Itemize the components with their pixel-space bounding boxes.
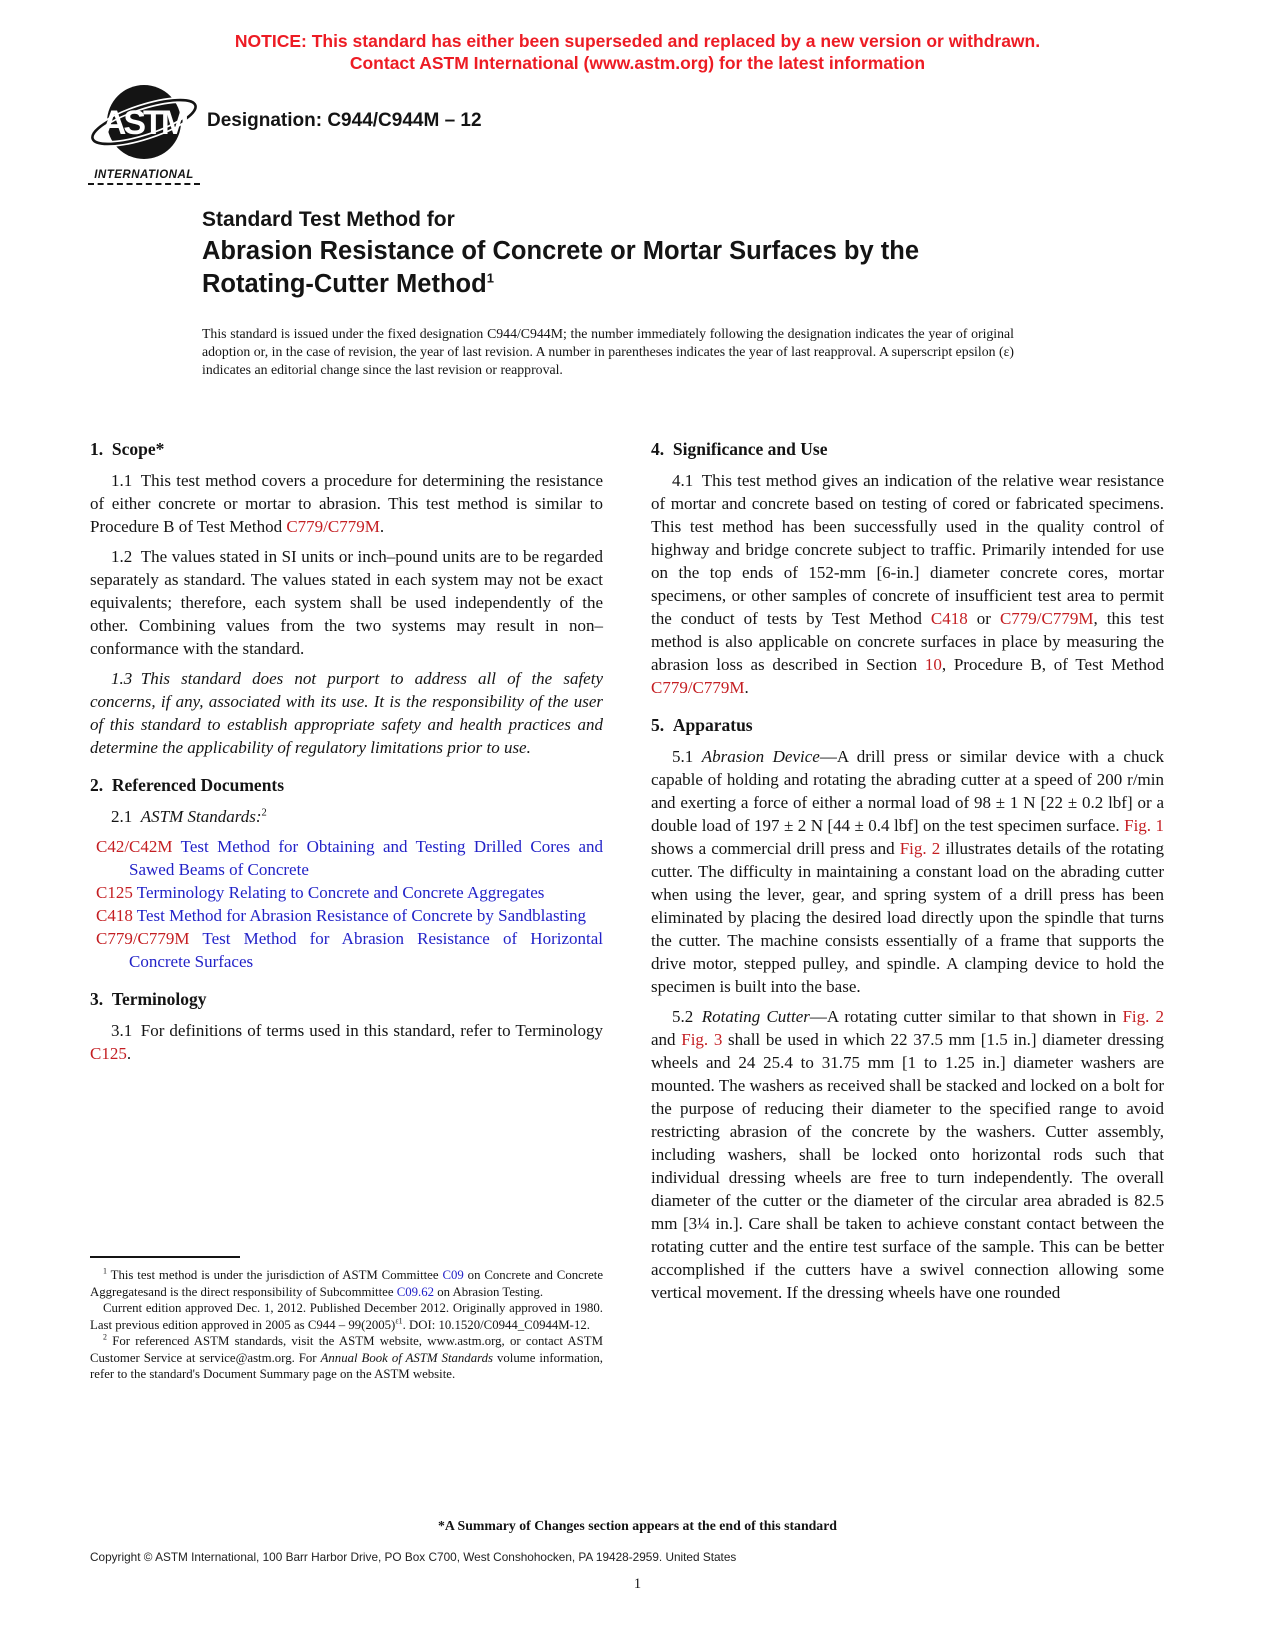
text-run: or — [967, 609, 1000, 628]
reference-link[interactable]: Fig. 1 — [1124, 816, 1164, 835]
text-run: 5.1 — [672, 747, 702, 766]
text-run: . — [126, 1044, 132, 1063]
text-run: —A drill press or similar device with a chuck capable of holding and rotating the abrading cutter at a speed of 200 r/min and exerting a force of either a normal load of 98 ± 1 N [22 ± 0.2 lbf] or a double load of 197 ± 2 N [44 ± 0.4 lbf] on the test specimen surface. — [651, 747, 1164, 835]
text-run: 1 — [103, 1266, 107, 1276]
section-4-heading: 4. Significance and Use — [651, 439, 828, 459]
page-title-text: Rotating-Cutter Method — [202, 270, 487, 298]
astm-logo-acronym: ASTM — [101, 104, 187, 142]
reference-link[interactable]: C125 — [96, 883, 133, 902]
reference-list-item — [96, 881, 603, 904]
text-run: illustrates details of the rotating cutter. The difficulty in maintaining a constant load on the abrading cutter when using the lever, gear, and spring system of a drill press has been eliminated by placing the desired load directly upon the spindle that turns the cutter. The machine consists essentially of a frame that supports the drive motor, stepped pulley, and spindle. A clamping device to hold the specimen is built into the base. — [651, 839, 1165, 996]
notice-line-2: Contact ASTM International (www.astm.org) for the latest information — [349, 53, 926, 73]
reference-link[interactable]: C779/C779M — [96, 929, 190, 948]
reference-link[interactable]: C418 — [96, 906, 133, 925]
paragraph-1-2 — [90, 545, 603, 660]
text-run: This test method is under the jurisdiction of ASTM Committee — [106, 1268, 443, 1282]
footnote-edition — [90, 1300, 603, 1333]
text-run: 1.1 This test method covers a procedure for determining the resistance of either concrete or mortar to abrasion. This test method is similar to Procedure B of Test Method — [90, 471, 603, 536]
issuing-statement: This standard is issued under the fixed designation C944/C944M; the number immediately following the designation indicates the year of original adoption or, in the case of revision, the year of last revision. A number in parentheses indicates the year of last reapproval. A superscript epsilon (ε) indicates an editorial change since the last revision or reapproval. — [202, 326, 1014, 377]
page-number: 1 — [633, 1576, 642, 1592]
footnote-2 — [90, 1333, 603, 1383]
page-title-line3 — [202, 268, 1032, 301]
reference-link[interactable]: C09.62 — [396, 1284, 435, 1299]
text-run: 5.2 — [672, 1007, 702, 1026]
reference-list-item — [96, 927, 603, 973]
reference-link[interactable]: Fig. 3 — [681, 1030, 723, 1049]
text-run: —A rotating cutter similar to that shown in — [809, 1007, 1123, 1026]
page-title-line2: Abrasion Resistance of Concrete or Mortar Surfaces by the — [202, 237, 920, 265]
right-column — [651, 438, 1164, 1311]
reference-link[interactable]: Fig. 2 — [899, 839, 941, 858]
text-run: , this test method is also applicable on concrete surfaces in place by measuring the abrasion loss as described in Section — [651, 609, 1164, 674]
text-run: Current edition approved Dec. 1, 2012. Published December 2012. Originally approved in 1980. Last previous edition approved in 2005 as C944 – 99(2005) — [90, 1301, 603, 1332]
designation: Designation: C944/C944M – 12 — [207, 110, 482, 131]
text-run: 1.3 — [111, 669, 141, 688]
paragraph-2-1 — [90, 805, 603, 828]
reference-link[interactable]: Terminology Relating to Concrete and Concrete Aggregates — [132, 883, 545, 902]
copyright-line: Copyright © ASTM International, 100 Barr Harbor Drive, PO Box C700, West Conshohocken, PA 19428-2959. United States — [90, 1550, 737, 1564]
text-run: This standard does not purport to address all of the safety concerns, if any, associated with its use. It is the responsibility of the user of this standard to establish appropriate safety and health practices and determine the applicability of regulatory limitations prior to use. — [90, 669, 603, 757]
text-run: For referenced ASTM standards, visit the ASTM website, www.astm.org, or contact ASTM Customer Service at service@astm.org. For — [90, 1334, 603, 1365]
reference-link[interactable]: C779/C779M — [999, 609, 1094, 628]
paragraph-4-1 — [651, 469, 1164, 699]
title-kicker: Standard Test Method for — [202, 208, 455, 231]
reference-link[interactable]: Fig. 2 — [1122, 1007, 1164, 1026]
notice-line-1: NOTICE: This standard has either been superseded and replaced by a new version or withdrawn. — [234, 31, 1041, 51]
text-run: on Concrete and Concrete Aggregatesand is the direct responsibility of Subcommittee — [90, 1268, 604, 1299]
astm-logo — [88, 80, 200, 185]
reference-link[interactable]: C779/C779M — [651, 678, 745, 697]
text-run: . DOI: 10.1520/C0944_C0944M-12. — [402, 1317, 590, 1332]
text-run: 4.1 This test method gives an indication of the relative wear resistance of mortar and concrete based on testing of cored or fabricated specimens. This test method has been successfully used in the quality control of highway and bridge concrete subject to traffic. Primarily intended for use on the top ends of 152-mm [6-in.] diameter concrete cores, mortar specimens, or other samples of concrete of insufficient test area to permit the conduct of tests by Test Method — [651, 471, 1164, 628]
reference-list-item — [96, 835, 603, 881]
paragraph-5-2 — [651, 1005, 1164, 1304]
text-run: ASTM Standards: — [140, 807, 262, 826]
text-run: ε1 — [395, 1316, 403, 1326]
astm-globe-icon — [88, 80, 200, 166]
reference-link[interactable]: C42/C42M — [96, 837, 173, 856]
reference-link[interactable]: C418 — [930, 609, 968, 628]
reference-link[interactable]: Test Method for Abrasion Resistance of Concrete by Sandblasting — [132, 906, 587, 925]
text-run: 2.1 — [111, 807, 141, 826]
text-run: 2 — [103, 1332, 107, 1342]
text-run: 3.1 For definitions of terms used in this standard, refer to Terminology — [111, 1021, 603, 1040]
reference-list-item — [96, 904, 603, 927]
section-3-heading: 3. Terminology — [90, 989, 207, 1009]
supersession-notice — [0, 30, 1275, 74]
text-run: , Procedure B, of Test Method — [941, 655, 1165, 674]
text-run: and — [651, 1030, 682, 1049]
text-run: on Abrasion Testing. — [434, 1284, 544, 1299]
text-run: volume information, refer to the standard's Document Summary page on the ASTM website. — [90, 1350, 604, 1381]
text-run: shall be used in which 22 37.5 mm [1.5 in.] diameter dressing wheels and 24 25.4 to 31.75 mm [1 to 1.25 in.] diameter washers are mounted. The washers as received shall be stacked and locked on a bolt for the purpose of reducing their diameter to the specified range to avoid restricting abrasion of the concrete by the washers. Cutter assembly, including washers, shall be locked onto horizontal rods such that individual dressing wheels are free to turn independently. The overall diameter of the cutter or the diameter of the circular area abraded is 82.5 mm [3¼ in.]. Care shall be taken to achieve constant contact between the rotating cutter and the entire test surface of the sample. This can be better accomplished if the cutters have a swivel connection allowing some vertical movement. If the dressing wheels have one rounded — [651, 1030, 1165, 1302]
title-footnote-ref: 1 — [486, 270, 494, 286]
title-block — [202, 205, 1032, 301]
summary-of-changes-note: *A Summary of Changes section appears at the end of this standard — [438, 1518, 837, 1533]
reference-link[interactable]: Test Method for Abrasion Resistance of Horizontal Concrete Surfaces — [129, 929, 603, 971]
footnote-divider — [90, 1256, 240, 1258]
paragraph-1-3 — [90, 667, 603, 759]
reference-link[interactable]: C779/C779M — [286, 517, 380, 536]
text-run: . — [744, 678, 749, 697]
text-run: shows a commercial drill press and — [651, 839, 900, 858]
reference-link[interactable]: 10 — [924, 655, 942, 674]
text-run: Annual Book of ASTM Standards — [320, 1350, 493, 1365]
text-run: 2 — [261, 807, 267, 819]
footnote-1 — [90, 1267, 603, 1300]
section-1-heading: 1. Scope* — [90, 439, 165, 459]
reference-link[interactable]: C125 — [90, 1044, 127, 1063]
reference-link[interactable]: C09 — [442, 1268, 464, 1282]
reference-link[interactable]: Test Method for Obtaining and Testing Drilled Cores and Sawed Beams of Concrete — [129, 837, 603, 879]
paragraph-3-1 — [90, 1019, 603, 1065]
section-2-heading: 2. Referenced Documents — [90, 775, 285, 795]
text-run: 1.2 The values stated in SI units or inch–pound units are to be regarded separately as standard. The values stated in each system may not be exact equivalents; therefore, each system shall be used independently of the other. Combining values from the two systems may result in non–conformance with the standard. — [90, 547, 603, 658]
section-5-heading: 5. Apparatus — [651, 715, 753, 735]
left-column — [90, 438, 603, 1072]
text-run: Abrasion Device — [701, 747, 820, 766]
paragraph-5-1 — [651, 745, 1164, 998]
text-run: Rotating Cutter — [701, 1007, 810, 1026]
footnotes-block — [90, 1256, 603, 1383]
astm-logo-subtitle: INTERNATIONAL — [88, 169, 200, 185]
paragraph-1-1 — [90, 469, 603, 538]
text-run: . — [379, 517, 385, 536]
